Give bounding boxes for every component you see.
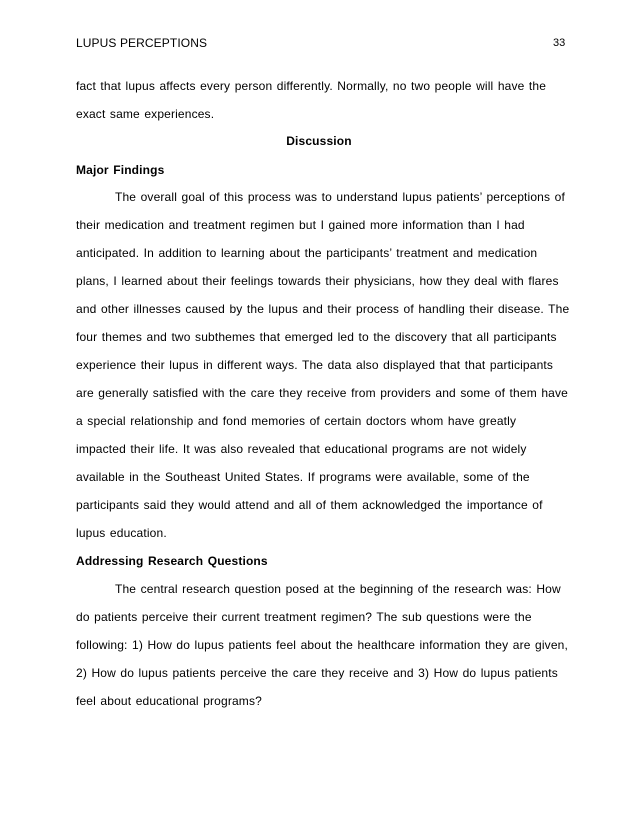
subheading-research-questions: Addressing Research Questions: [76, 554, 268, 568]
paragraph-line: lupus education.: [76, 526, 167, 540]
paragraph-line: feel about educational programs?: [76, 694, 262, 708]
paragraph-line: The central research question posed at the beginning of the research was: How: [115, 582, 561, 596]
paragraph-line: plans, I learned about their feelings towards their physicians, how they deal with flares: [76, 274, 559, 288]
paragraph-line: experience their lupus in different ways. The data also displayed that that participants: [76, 358, 554, 372]
body-line: exact same experiences.: [76, 107, 215, 121]
paragraph-line: a special relationship and fond memories of certain doctors whom have greatly: [76, 414, 517, 428]
paragraph-line: participants said they would attend and all of them acknowledged the importance of: [76, 498, 543, 512]
paragraph-line: 2) How do lupus patients perceive the care they receive and 3) How do lupus patients: [76, 666, 558, 680]
paragraph-line: do patients perceive their current treatment regimen? The sub questions were the: [76, 610, 532, 624]
paragraph-line: and other illnesses caused by the lupus and their process of handling their disease. The: [76, 302, 570, 316]
paragraph-line: available in the Southeast United States. If programs were available, some of the: [76, 470, 530, 484]
page-number: 33: [553, 37, 566, 49]
section-heading-discussion: Discussion: [286, 134, 352, 148]
paragraph-line: anticipated. In addition to learning about the participants’ treatment and medication: [76, 246, 538, 260]
paragraph-line: four themes and two subthemes that emerged led to the discovery that all participants: [76, 330, 557, 344]
subheading-major-findings: Major Findings: [76, 163, 165, 177]
paragraph-line: are generally satisfied with the care they receive from providers and some of them have: [76, 386, 568, 400]
paragraph-line: The overall goal of this process was to understand lupus patients’ perceptions of: [115, 190, 565, 204]
body-line: fact that lupus affects every person differently. Normally, no two people will have the: [76, 79, 547, 93]
running-head: LUPUS PERCEPTIONS: [76, 36, 208, 50]
paragraph-line: impacted their life. It was also revealed that educational programs are not widely: [76, 442, 527, 456]
paragraph-line: their medication and treatment regimen but I gained more information than I had: [76, 218, 525, 232]
paragraph-line: following: 1) How do lupus patients feel about the healthcare information they are given,: [76, 638, 568, 652]
